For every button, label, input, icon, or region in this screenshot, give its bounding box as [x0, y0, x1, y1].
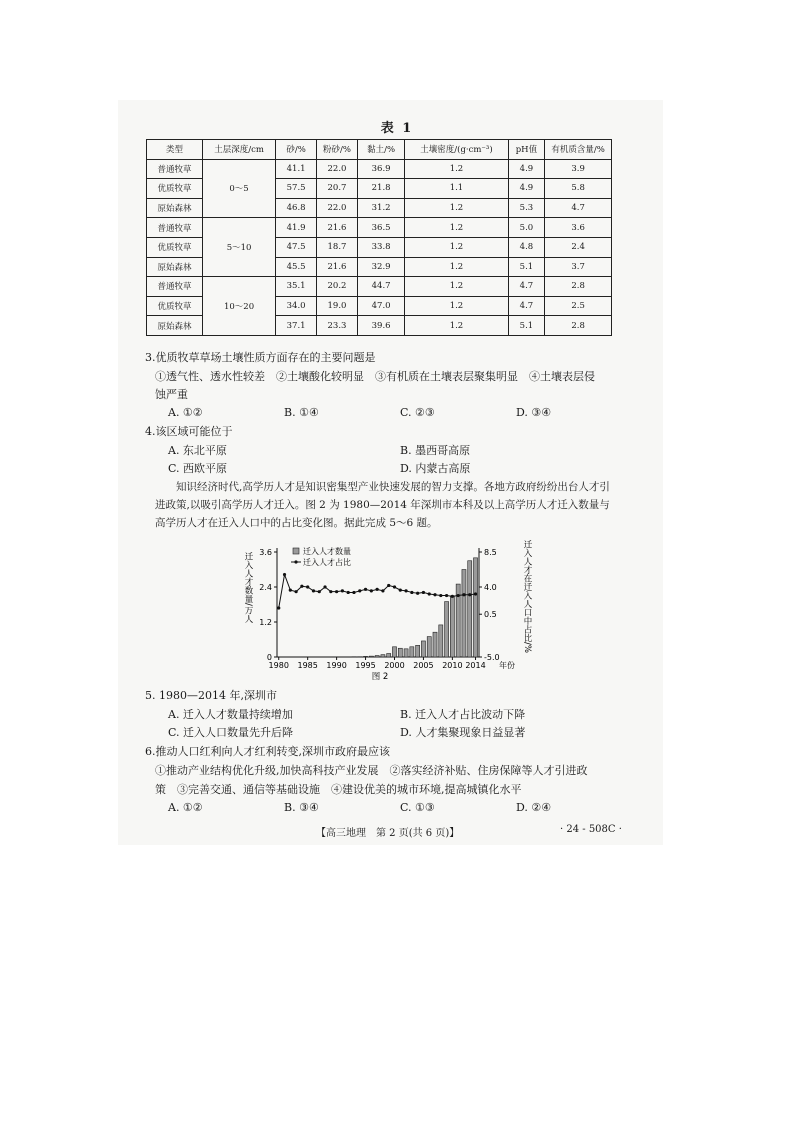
bar-talent-count: [433, 632, 437, 657]
bar-talent-count: [427, 637, 431, 657]
x-tick-label: 2014: [465, 661, 486, 670]
point-talent-share: [451, 595, 454, 598]
table-cell: 5.3: [508, 198, 545, 218]
x-tick-label: 2010: [442, 661, 463, 670]
depth-cell: 0～5: [202, 159, 275, 218]
point-talent-share: [422, 591, 425, 594]
point-talent-share: [358, 589, 361, 592]
legend-bar-swatch: [293, 548, 299, 554]
table-header-cell: 粉砂/%: [317, 140, 358, 160]
table-cell: 36.5: [357, 218, 404, 238]
table-cell: 21.6: [317, 257, 358, 277]
table-cell: 1.2: [405, 198, 508, 218]
point-talent-share: [341, 589, 344, 592]
point-talent-share: [468, 593, 471, 596]
table-cell: 21.6: [317, 218, 358, 238]
bar-talent-count: [364, 656, 368, 657]
x-tick-label: 1985: [297, 661, 318, 670]
point-talent-share: [289, 589, 292, 592]
table-cell: 4.7: [508, 277, 545, 297]
bar-talent-count: [381, 655, 385, 657]
table-header-cell: 砂/%: [276, 140, 317, 160]
footer-page-info: 【高三地理 第 2 页(共 6 页)】: [316, 828, 460, 839]
point-talent-share: [410, 591, 413, 594]
table-cell: 1.1: [405, 179, 508, 199]
question-3-items-line1: ①透气性、透水性较差 ②土壤酸化较明显 ③有机质在土壤表层聚集明显 ④土壤表层侵: [155, 370, 595, 383]
table-cell: 20.2: [317, 277, 358, 297]
point-talent-share: [306, 585, 309, 588]
bar-talent-count: [369, 656, 373, 657]
bar-talent-count: [387, 654, 391, 658]
point-talent-share: [295, 590, 298, 593]
y-left-tick-label: 2.4: [259, 583, 272, 592]
bar-talent-count: [439, 625, 443, 657]
y-right-tick-label: 0.5: [484, 610, 497, 620]
question-3-items-line2: 蚀严重: [155, 388, 188, 401]
point-talent-share: [329, 590, 332, 593]
y-right-tick-label: -5.0: [484, 653, 500, 662]
point-talent-share: [428, 592, 431, 595]
table-header-cell: 有机质含量/%: [545, 140, 612, 160]
q6-option-d[interactable]: D. ②④: [516, 801, 552, 814]
point-talent-share: [445, 594, 448, 597]
table-cell: 1.2: [405, 277, 508, 297]
table-cell: 18.7: [317, 237, 358, 257]
table-cell: 41.9: [276, 218, 317, 238]
point-talent-share: [364, 588, 367, 591]
talent-migration-chart: [235, 538, 535, 683]
table-cell: 4.8: [508, 237, 545, 257]
bar-talent-count: [462, 570, 466, 658]
table-cell: 21.8: [357, 179, 404, 199]
point-talent-share: [376, 588, 379, 591]
table-cell: 47.5: [276, 237, 317, 257]
bar-talent-count: [410, 647, 414, 657]
q6-option-b[interactable]: B. ③④: [284, 801, 319, 814]
point-talent-share: [347, 591, 350, 594]
table-cell: 5.8: [545, 179, 612, 199]
table-cell: 22.0: [317, 198, 358, 218]
type-cell: 原始森林: [147, 257, 203, 277]
table-cell: 37.1: [276, 316, 317, 336]
bar-talent-count: [474, 558, 478, 657]
table-cell: 46.8: [276, 198, 317, 218]
table-cell: 44.7: [357, 277, 404, 297]
table-row: [147, 218, 612, 238]
table-cell: 2.4: [545, 237, 612, 257]
table-cell: 1.2: [405, 296, 508, 316]
table-cell: 4.9: [508, 179, 545, 199]
q5-option-b[interactable]: B. 迁入人才占比波动下降: [400, 708, 526, 721]
q6-option-c[interactable]: C. ①③: [400, 801, 435, 814]
depth-cell: 5～10: [202, 218, 275, 277]
point-talent-share: [462, 593, 465, 596]
y-left-tick-label: 1.2: [259, 618, 272, 627]
point-talent-share: [399, 589, 402, 592]
table-header-cell: 黏土/%: [357, 140, 404, 160]
bar-talent-count: [450, 596, 454, 657]
point-talent-share: [416, 592, 419, 595]
table-cell: 1.2: [405, 159, 508, 179]
table-cell: 4.7: [508, 296, 545, 316]
y-right-axis-label: 迁入人才在迁入人口中占比/%: [522, 540, 532, 653]
q6-option-a[interactable]: A. ①②: [168, 801, 203, 814]
q5-option-c[interactable]: C. 迁入人口数量先升后降: [168, 726, 294, 739]
table-cell: 2.5: [545, 296, 612, 316]
table-cell: 33.8: [357, 237, 404, 257]
footer-code: · 24 - 508C ·: [560, 824, 622, 835]
question-4-stem: 4.该区域可能位于: [145, 425, 233, 438]
table-header-cell: 土壤密度/(g·cm⁻³): [405, 140, 508, 160]
table-body: [147, 159, 612, 335]
bar-talent-count: [416, 645, 420, 657]
x-tick-label: 1980: [268, 661, 289, 670]
question-6-items-line2: 策 ③完善交通、通信等基础设施 ④建设优美的城市环境,提高城镇化水平: [155, 783, 522, 796]
bar-talent-count: [392, 647, 396, 657]
bar-talent-count: [398, 648, 402, 657]
point-talent-share: [318, 590, 321, 593]
point-talent-share: [439, 594, 442, 597]
table-cell: 19.0: [317, 296, 358, 316]
point-talent-share: [277, 606, 280, 609]
question-3-stem: 3.优质牧草草场土壤性质方面存在的主要问题是: [145, 351, 376, 364]
point-talent-share: [312, 589, 315, 592]
type-cell: 普通牧草: [147, 159, 203, 179]
legend-line-label: 迁入人才占比: [303, 558, 351, 567]
point-talent-share: [474, 592, 477, 595]
x-tick-label: 1995: [355, 661, 376, 670]
table-cell: 4.7: [545, 198, 612, 218]
q3-option-a[interactable]: A. ①②: [168, 406, 203, 419]
table-header-row: [147, 140, 612, 160]
q4-option-d[interactable]: D. 内蒙古高原: [400, 462, 471, 475]
point-talent-share: [433, 593, 436, 596]
point-talent-share: [457, 594, 460, 597]
q3-option-c[interactable]: C. ②③: [400, 406, 435, 419]
y-left-axis-label: 迁入人才数量/万人: [243, 552, 253, 623]
q5-option-a[interactable]: A. 迁入人才数量持续增加: [168, 708, 293, 721]
y-left-tick-label: 0: [266, 653, 272, 662]
table-cell: 1.2: [405, 257, 508, 277]
table-cell: 20.7: [317, 179, 358, 199]
point-talent-share: [370, 589, 373, 592]
table-title: 表 1: [380, 121, 414, 136]
question-6-stem: 6.推动人口红利向人才红利转变,深圳市政府最应该: [145, 745, 390, 758]
legend-bar-label: 迁入人才数量: [303, 547, 351, 556]
type-cell: 原始森林: [147, 198, 203, 218]
point-talent-share: [404, 589, 407, 592]
q3-option-b[interactable]: B. ①④: [284, 406, 319, 419]
type-cell: 优质牧草: [147, 179, 203, 199]
table-cell: 41.1: [276, 159, 317, 179]
y-left-tick-label: 3.6: [259, 548, 272, 557]
table-cell: 57.5: [276, 179, 317, 199]
table-cell: 36.9: [357, 159, 404, 179]
table-cell: 45.5: [276, 257, 317, 277]
table-header-cell: 类型: [147, 140, 203, 160]
table-cell: 2.8: [545, 277, 612, 297]
point-talent-share: [323, 585, 326, 588]
point-talent-share: [300, 585, 303, 588]
table-cell: 1.2: [405, 237, 508, 257]
point-talent-share: [381, 589, 384, 592]
x-tick-label: 2005: [413, 661, 434, 670]
point-talent-share: [352, 591, 355, 594]
point-talent-share: [387, 584, 390, 587]
bar-talent-count: [445, 602, 449, 657]
table-cell: 39.6: [357, 316, 404, 336]
x-tick-label: 1990: [326, 661, 347, 670]
question-6-items-line1: ①推动产业结构优化升级,加快高科技产业发展 ②落实经济补贴、住房保障等人才引进政: [155, 764, 588, 777]
x-tick-label: 2000: [384, 661, 405, 670]
table-row: [147, 277, 612, 297]
y-right-tick-label: 8.5: [484, 548, 497, 557]
x-axis-label: 年份: [499, 661, 515, 670]
q3-option-d[interactable]: D. ③④: [516, 406, 552, 419]
type-cell: 普通牧草: [147, 218, 203, 238]
q5-option-d[interactable]: D. 人才集聚现象日益显著: [400, 726, 526, 739]
table-cell: 35.1: [276, 277, 317, 297]
table-cell: 32.9: [357, 257, 404, 277]
type-cell: 优质牧草: [147, 296, 203, 316]
bar-talent-count: [421, 641, 425, 657]
table-cell: 5.1: [508, 316, 545, 336]
table-cell: 23.3: [317, 316, 358, 336]
table-cell: 3.9: [545, 159, 612, 179]
table-cell: 5.1: [508, 257, 545, 277]
table-header-cell: pH值: [508, 140, 545, 160]
table-cell: 4.9: [508, 159, 545, 179]
question-5-stem: 5. 1980—2014 年,深圳市: [145, 689, 277, 702]
point-talent-share: [283, 573, 286, 576]
bar-talent-count: [375, 656, 379, 657]
bar-talent-count: [404, 649, 408, 657]
table-cell: 5.0: [508, 218, 545, 238]
table-cell: 1.2: [405, 316, 508, 336]
q4-option-a[interactable]: A. 东北平原: [168, 444, 227, 457]
table-cell: 2.8: [545, 316, 612, 336]
table-cell: 3.6: [545, 218, 612, 238]
passage-text: 知识经济时代,高学历人才是知识密集型产业快速发展的智力支撑。各地方政府纷纷出台人才引进政策,以吸引高学历人才迁入。图 2 为 1980—2014 年深圳市本科及以上高学历人才迁入数量与高学历人才在迁入人口中的占比变化图。据此完成 5～6 题。: [155, 481, 610, 529]
y-right-tick-label: 4.0: [484, 583, 497, 592]
table-cell: 22.0: [317, 159, 358, 179]
bar-talent-count: [468, 561, 472, 657]
table-cell: 3.7: [545, 257, 612, 277]
point-talent-share: [335, 590, 338, 593]
table-cell: 34.0: [276, 296, 317, 316]
legend-line-marker: [294, 560, 297, 563]
type-cell: 原始森林: [147, 316, 203, 336]
point-talent-share: [393, 585, 396, 588]
table-row: [147, 159, 612, 179]
table-cell: 47.0: [357, 296, 404, 316]
table-cell: 1.2: [405, 218, 508, 238]
table-cell: 31.2: [357, 198, 404, 218]
depth-cell: 10～20: [202, 277, 275, 336]
soil-properties-table: [146, 139, 612, 336]
q4-option-c[interactable]: C. 西欧平原: [168, 462, 228, 475]
chart-caption: 图 2: [371, 672, 389, 682]
type-cell: 优质牧草: [147, 237, 203, 257]
q4-option-b[interactable]: B. 墨西哥高原: [400, 444, 471, 457]
table-header-cell: 土层深度/cm: [202, 140, 275, 160]
type-cell: 普通牧草: [147, 277, 203, 297]
